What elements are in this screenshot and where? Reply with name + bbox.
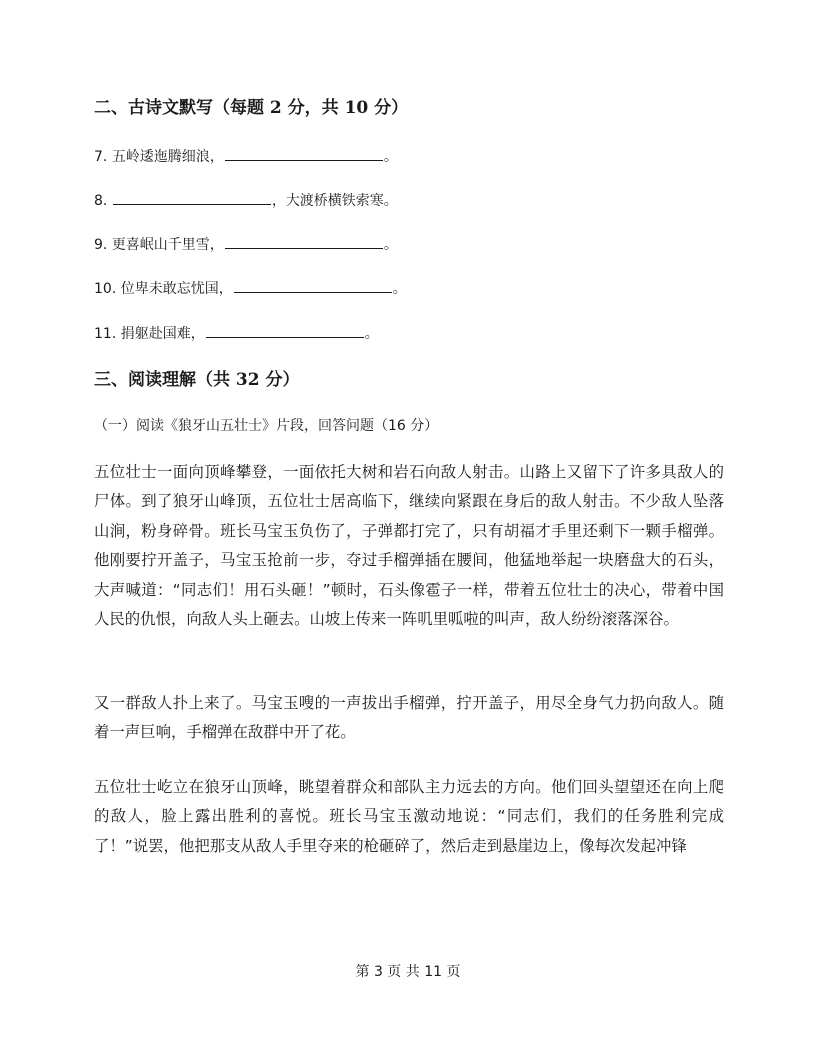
question-suffix: ，大渡桥横铁索寒。 [271, 193, 398, 209]
question-suffix: 。 [392, 281, 407, 297]
question-suffix: 。 [383, 149, 398, 165]
answer-blank[interactable] [113, 190, 271, 205]
passage-paragraph-1: 五位壮士一面向顶峰攀登，一面依托大树和岩石向敌人射击。山路上又留下了许多具敌人的尸体。到了狼牙山峰顶，五位壮士居高临下，继续向紧跟在身后的敌人射击。不少敌人坠落山涧，粉身碎骨。班长马宝玉负伤了，子弹都打完了，只有胡福才手里还剩下一颗手榴弹。他刚要拧开盖子，马宝玉抢前一步，夺过手榴弹插在腰间，他猛地举起一块磨盘大的石头，大声喊道：“同志们！用石头砸！”顿时，石头像雹子一样，带着五位壮士的决心，带着中国人民的仇恨，向敌人头上砸去。山坡上传来一阵叽里呱啦的叫声，敌人纷纷滚落深谷。 [94, 463, 724, 629]
page-number-footer: 第 3 页 共 11 页 [355, 964, 461, 980]
question-number: 8. [94, 193, 112, 209]
poetry-question-10 [94, 278, 407, 299]
question-prompt: 位卑未敢忘忧国， [120, 281, 233, 297]
answer-blank[interactable] [234, 278, 392, 293]
question-suffix: 。 [364, 326, 379, 342]
section-title-reading: 三、阅读理解（共 32 分） [94, 370, 300, 390]
question-number: 9. [94, 237, 112, 253]
question-number: 7. [94, 149, 112, 165]
reading-passage-heading: （一）阅读《狼牙山五壮士》片段，回答问题（16 分） [94, 418, 439, 434]
poetry-question-9 [94, 234, 398, 255]
poetry-question-7 [94, 146, 398, 167]
question-prompt: 五岭逶迤腾细浪， [111, 149, 224, 165]
answer-blank[interactable] [225, 146, 383, 161]
question-prompt: 更喜岷山千里雪， [111, 237, 224, 253]
answer-blank[interactable] [206, 323, 364, 338]
poetry-question-11 [94, 323, 379, 344]
question-suffix: 。 [383, 237, 398, 253]
question-number: 10. [94, 281, 121, 297]
answer-blank[interactable] [225, 234, 383, 249]
poetry-question-8 [94, 190, 398, 211]
passage-paragraph-2: 又一群敌人扑上来了。马宝玉嗖的一声拔出手榴弹，拧开盖子，用尽全身气力扔向敌人。随着一声巨响，手榴弹在敌群中开了花。 [94, 694, 724, 742]
passage-paragraph-3: 五位壮士屹立在狼牙山顶峰，眺望着群众和部队主力远去的方向。他们回头望望还在向上爬的敌人，脸上露出胜利的喜悦。班长马宝玉激动地说：“同志们，我们的任务胜利完成了！”说罢，他把那支从敌人手里夺来的枪砸碎了，然后走到悬崖边上，像每次发起冲锋 [94, 778, 724, 855]
question-prompt: 捐躯赴国难， [120, 326, 205, 342]
section-title-poetry: 二、古诗文默写（每题 2 分，共 10 分） [94, 98, 409, 118]
question-number: 11. [94, 326, 121, 342]
